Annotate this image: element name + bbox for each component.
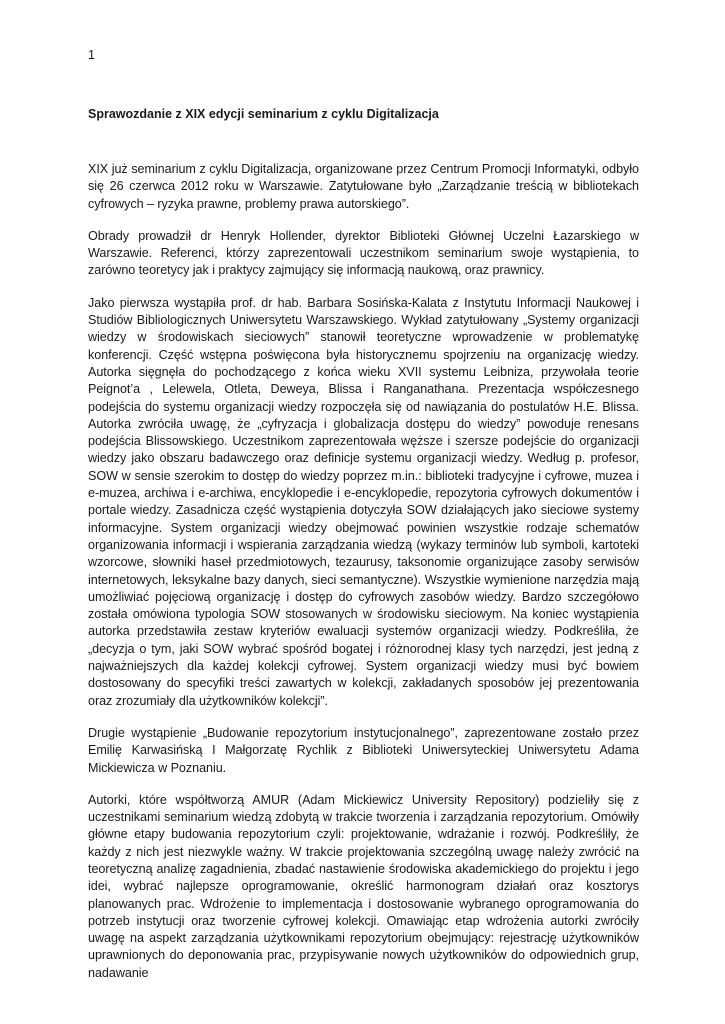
document-title: Sprawozdanie z XIX edycji seminarium z cyklu Digitalizacja bbox=[88, 107, 439, 121]
paragraph-first-speaker: Jako pierwsza wystąpiła prof. dr hab. Barbara Sosińska-Kalata z Instytutu Informacji Naukowej i Studiów Bibliologicznych Uniwersytetu Warszawskiego. Wykład zatytułowany „Systemy organizacji wiedzy w środowiskach sieciowych” stanowił teoretyczne wprowadzenie w problematykę konferencji. Część wstępna poświęcona była historycznemu spojrzeniu na organizację wiedzy. Autorka sięgnęła do pochodzącego z końca wieku XVII systemu Leibniza, przywołała teorie Peignot’a , Lelewela, Otleta, Deweya, Blissa i Ranganathana. Prezentacja współczesnego podejścia do systemu organizacji wiedzy rozpoczęła się od nawiązania do postulatów H.E. Blissa. Autorka zwróciła uwagę, że „cyfryzacja i globalizacja dostępu do wiedzy” powoduje renesans podejścia Blissowskiego. Uczestnikom zaprezentowała węższe i szersze podejście do organizacji wiedzy jako obszaru badawczego oraz definicje systemu organizacji wiedzy. Według p. profesor, SOW w sensie szerokim to dostęp do wiedzy poprzez m.in.: biblioteki tradycyjne i cyfrowe, muzea i e-muzea, archiwa i e-archiwa, encyklopedie i e-encyklopedie, repozytoria cyfrowych dokumentów i portale wiedzy. Zasadnicza część wystąpienia dotyczyła SOW działających jako sieciowe systemy informacyjne. System organizacji wiedzy obejmować powinien wszystkie rodzaje schematów organizowania informacji i wspierania zarządzania wiedzą (wykazy terminów lub symboli, kartoteki wzorcowe, słowniki haseł przedmiotowych, tezaurusy, taksonomie organizujące zasoby serwisów internetowych, leksykalne bazy danych, sieci semantyczne). Wszystkie wymienione narzędzia mają umożliwiać pojęciową organizację i dostęp do cyfrowych zasobów wiedzy. Bardzo szczegółowo została omówiona typologia SOW stosowanych w środowisku sieciowym. Na koniec wystąpienia autorka przedstawiła zestaw kryteriów ewaluacji systemów organizacji wiedzy. Podkreśliła, że „decyzja o tym, jaki SOW wybrać spośród bogatej i różnorodnej klasy tych narzędzi, jest jedną z najważniejszych dla każdej kolekcji cyfrowej. System organizacji wiedzy musi być bowiem dostosowany do specyfiki treści zawartych w kolekcji, zakładanych sposobów jej prezentowania oraz zrozumiały dla użytkowników kolekcji”. bbox=[88, 295, 639, 708]
paragraph-second-speaker: Drugie wystąpienie „Budowanie repozytorium instytucjonalnego”, zaprezentowane zostało przez Emilię Karwasińską I Małgorzatę Rychlik z Biblioteki Uniwersyteckiej Uniwersytetu Adama Mickiewicza w Poznaniu. bbox=[88, 725, 639, 775]
document-body bbox=[88, 161, 639, 997]
paragraph-amur-repository: Autorki, które współtworzą AMUR (Adam Mickiewicz University Repository) podzieliły się z uczestnikami seminarium wiedzą zdobytą w trakcie tworzenia i zarządzania repozytorium. Omówiły główne etapy budowania repozytorium czyli: projektowanie, wdrażanie i rozwój. Podkreśliły, że każdy z nich jest niezwykle ważny. W trakcie projektowania szczególną uwagę należy zwrócić na teoretyczną analizę zagadnienia, zbadać nastawienie środowiska akademickiego do projektu i jego idei, wybrać najlepsze oprogramowanie, określić harmonogram działań oraz kosztorys planowanych prac. Wdrożenie to implementacja i dostosowanie wybranego oprogramowania do potrzeb instytucji oraz tworzenie cyfrowej kolekcji. Omawiając etap wdrożenia autorki zwróciły uwagę na aspekt zarządzania użytkownikami repozytorium obejmujący: rejestrację użytkowników uprawnionych do deponowania prac, przypisywanie nowych użytkowników do odpowiednich grup, nadawanie bbox=[88, 792, 639, 980]
paragraph-intro: XIX już seminarium z cyklu Digitalizacja, organizowane przez Centrum Promocji Informatyki, odbyło się 26 czerwca 2012 roku w Warszawie. Zatytułowane było „Zarządzanie treścią w bibliotekach cyfrowych – ryzyka prawne, problemy prawa autorskiego”. bbox=[88, 162, 639, 211]
paragraph-moderator: Obrady prowadził dr Henryk Hollender, dyrektor Biblioteki Głównej Uczelni Łazarskiego w Warszawie. Referenci, którzy zaprezentowali uczestnikom seminarium swoje wystąpienia, to zarówno teoretycy jak i praktycy zajmujący się informacją naukową, oraz prawnicy. bbox=[88, 228, 639, 278]
page-number: 1 bbox=[88, 48, 95, 62]
